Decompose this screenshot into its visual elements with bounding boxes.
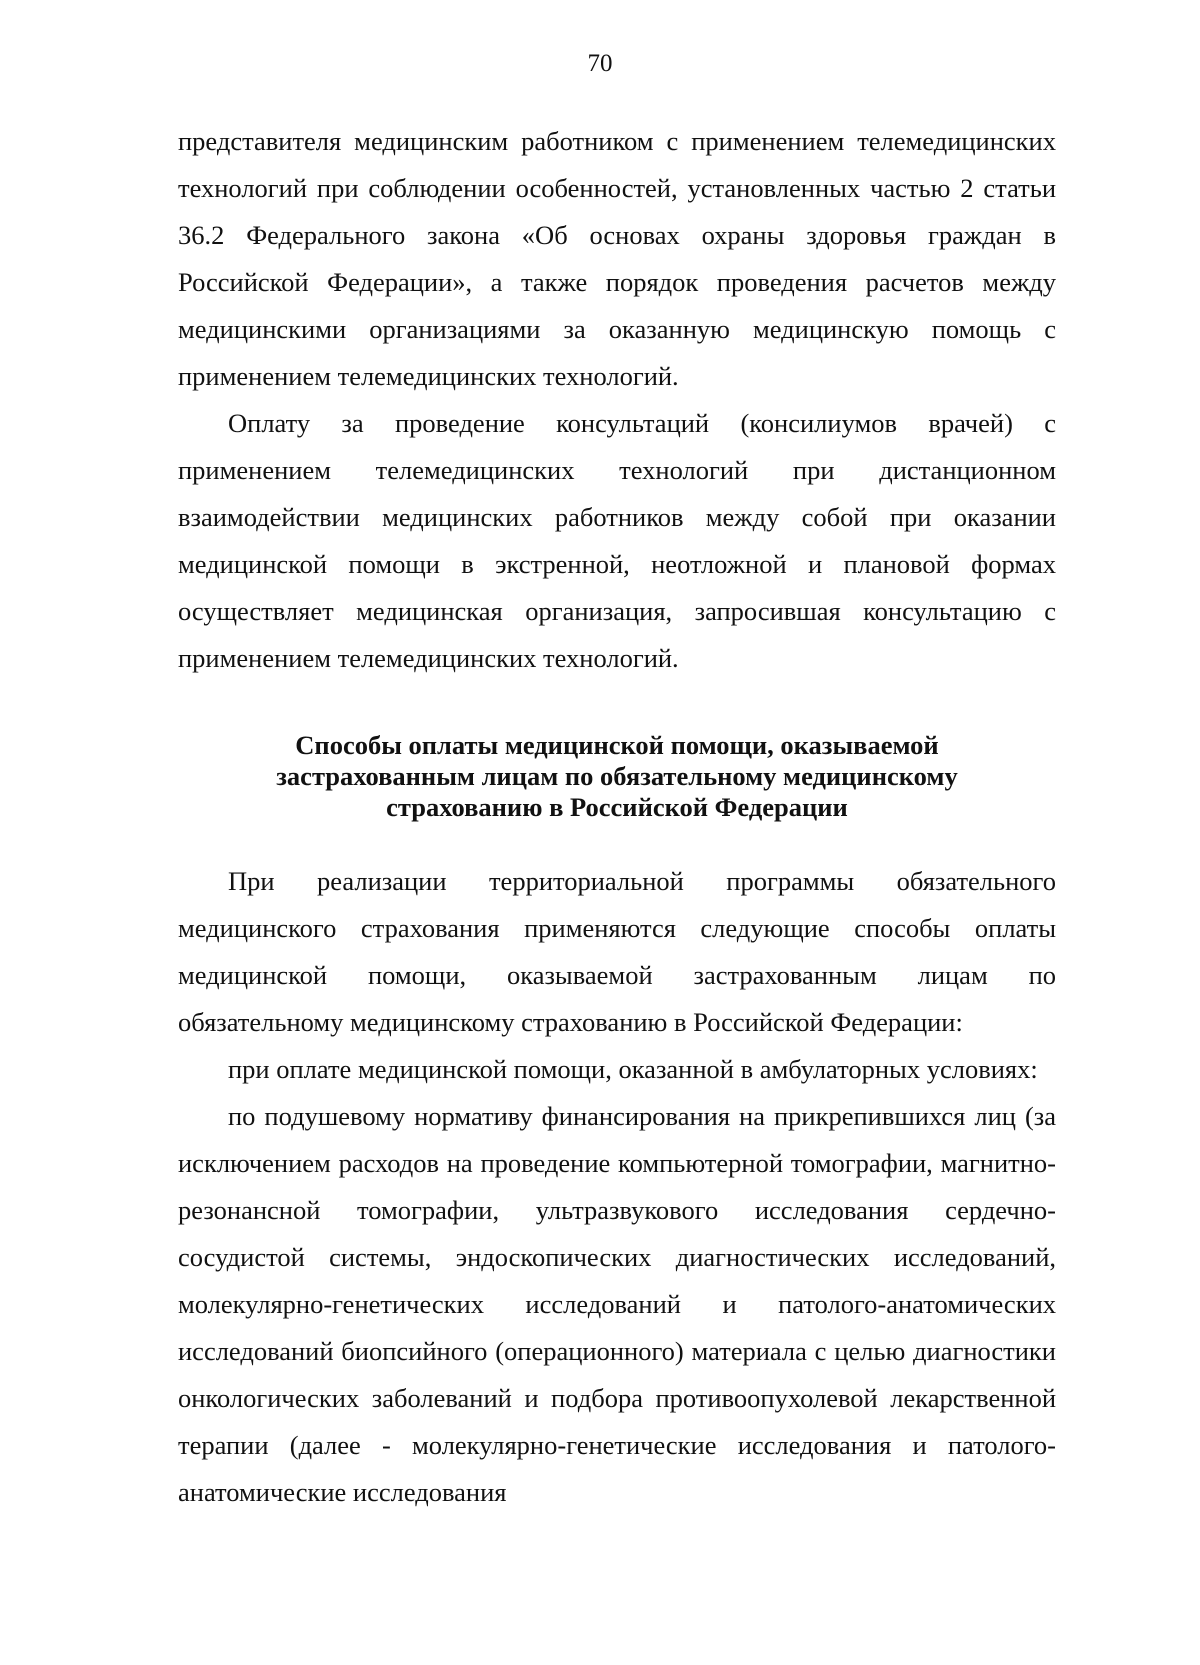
paragraph: по подушевому нормативу финансирования на прикрепившихся лиц (за исключением расходов на проведение компьютерной томографии, магнитно-резонансной томографии, ультразвукового исследования сердечно-сосудистой системы, эндоскопических диагностических исследований, молекулярно-генетических исследований и патолого-анатомических исследований биопсийного (операционного) материала с целью диагностики онкологических заболеваний и подбора противоопухолевой лекарственной терапии (далее - молекулярно-генетические исследования и патолого-анатомические исследования — [178, 1101, 1056, 1507]
paragraph: при оплате медицинской помощи, оказанной в амбулаторных условиях: — [228, 1054, 1038, 1084]
section-heading-line: Способы оплаты медицинской помощи, оказываемой — [295, 730, 939, 760]
paragraph: представителя медицинским работником с применением телемедицинских технологий при соблюдении особенностей, установленных частью 2 статьи 36.2 Федерального закона «Об основах охраны здоровья граждан в Российской Федерации», а также порядок проведения расчетов между медицинскими организациями за оказанную медицинскую помощь с применением телемедицинских технологий. — [178, 126, 1056, 391]
section-heading — [178, 730, 1056, 823]
paragraph: При реализации территориальной программы обязательного медицинского страхования применяются следующие способы оплаты медицинской помощи, оказываемой застрахованным лицам по обязательному медицинскому страхованию в Российской Федерации: — [178, 866, 1056, 1037]
page-number: 70 — [587, 50, 613, 77]
paragraph: Оплату за проведение консультаций (консилиумов врачей) с применением телемедицинских технологий при дистанционном взаимодействии медицинских работников между собой при оказании медицинской помощи в экстренной, неотложной и плановой формах осуществляет медицинская организация, запросившая консультацию с применением телемедицинских технологий. — [178, 408, 1056, 673]
body-text-top — [178, 118, 1056, 682]
body-text-bottom — [178, 858, 1056, 1516]
section-heading-line: застрахованным лицам по обязательному медицинскому — [276, 761, 958, 791]
section-heading-line: страхованию в Российской Федерации — [386, 792, 848, 822]
